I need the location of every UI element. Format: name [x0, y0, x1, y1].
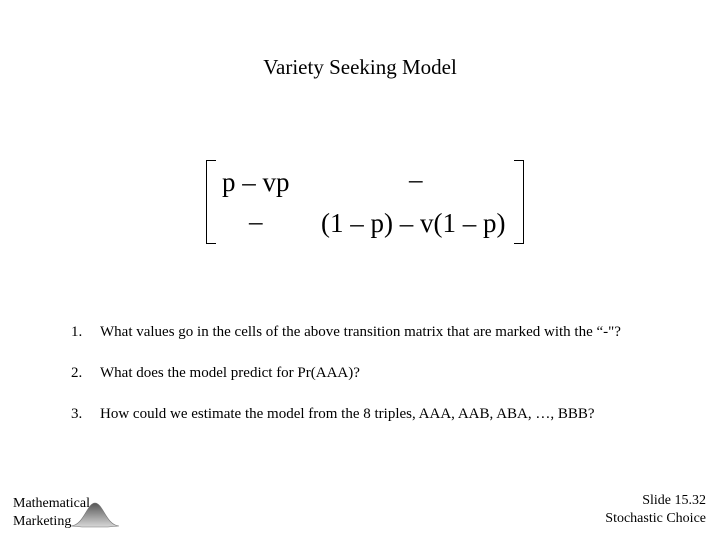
- transition-matrix: [206, 160, 524, 244]
- question-number: 1.: [71, 324, 83, 340]
- matrix-cell-r1c1: p – vp: [222, 167, 290, 197]
- question-item: [71, 324, 621, 365]
- matrix-right-bracket: [514, 160, 524, 244]
- matrix-cell-r2c2: (1 – p) – v(1 – p): [321, 208, 506, 238]
- question-item: [71, 406, 621, 447]
- matrix-cell-r1c2: –: [409, 164, 423, 194]
- question-text: How could we estimate the model from the 8 triples, AAA, AAB, ABA, …, BBB?: [100, 406, 595, 422]
- matrix-cell-r2c1: –: [249, 206, 263, 236]
- question-text: What values go in the cells of the above transition matrix that are marked with the “-"?: [100, 324, 621, 340]
- question-item: [71, 365, 621, 406]
- course-label-line1: Mathematical: [13, 496, 90, 511]
- course-label-line2: Marketing: [13, 514, 72, 529]
- matrix-left-bracket: [206, 160, 216, 244]
- slide-info: [605, 492, 706, 528]
- question-list: [71, 324, 621, 447]
- question-number: 2.: [71, 365, 83, 381]
- section-name: Stochastic Choice: [605, 511, 706, 526]
- question-text: What does the model predict for Pr(AAA)?: [100, 365, 360, 381]
- slide-title: Variety Seeking Model: [263, 55, 457, 79]
- question-number: 3.: [71, 406, 83, 422]
- bell-curve-icon: [70, 500, 120, 528]
- slide-number: Slide 15.32: [642, 493, 706, 508]
